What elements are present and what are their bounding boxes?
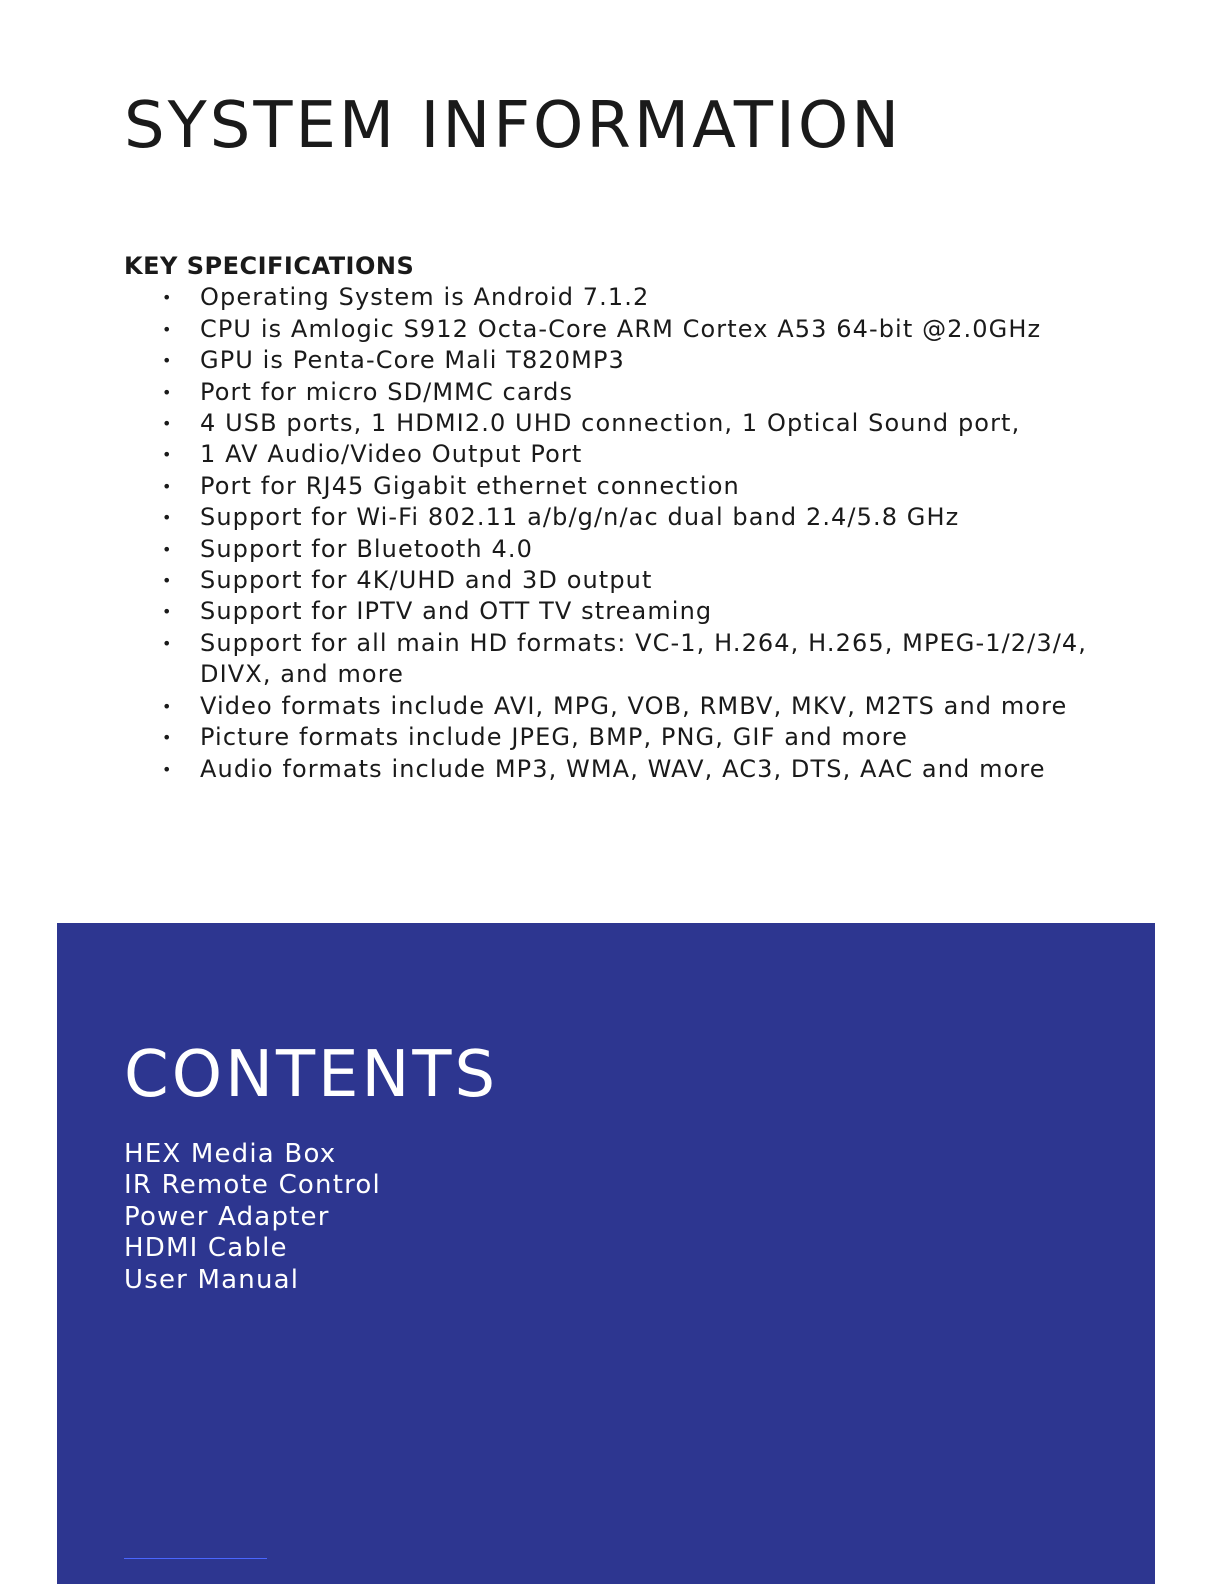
bullet-icon: • bbox=[162, 539, 173, 559]
contents-list bbox=[124, 1139, 381, 1296]
spec-item-ethernet bbox=[124, 471, 1134, 502]
contents-item: Power Adapter bbox=[124, 1201, 330, 1232]
contents-item: HEX Media Box bbox=[124, 1139, 337, 1169]
spec-text: Port for micro SD/MMC cards bbox=[200, 377, 574, 406]
spec-text: Port for RJ45 Gigabit ethernet connection bbox=[200, 471, 740, 500]
spec-text: 1 AV Audio/Video Output Port bbox=[200, 440, 583, 469]
bullet-icon: • bbox=[162, 319, 173, 339]
bullet-icon: • bbox=[162, 508, 173, 528]
spec-item-operating-system bbox=[124, 282, 1134, 313]
spec-item-audio-formats bbox=[124, 754, 1134, 785]
spec-text: Support for Bluetooth 4.0 bbox=[200, 534, 533, 563]
spec-text: Support for all main HD formats: VC-1, H.264, H.265, MPEG-1/2/3/4, DIVX, and more bbox=[200, 628, 1088, 689]
contents-item: User Manual bbox=[124, 1264, 300, 1295]
page-title: SYSTEM INFORMATION bbox=[124, 89, 903, 163]
contents-title: CONTENTS bbox=[124, 1038, 499, 1112]
spec-text: GPU is Penta-Core Mali T820MP3 bbox=[200, 346, 625, 375]
spec-item-gpu bbox=[124, 345, 1134, 376]
spec-text: Operating System is Android 7.1.2 bbox=[200, 283, 650, 312]
spec-item-sd-port bbox=[124, 377, 1134, 408]
spec-text: Picture formats include JPEG, BMP, PNG, GIF and more bbox=[200, 723, 908, 752]
spec-item-video-formats bbox=[124, 691, 1134, 722]
spec-item-wifi bbox=[124, 502, 1134, 533]
spec-text: Video formats include AVI, MPG, VOB, RMBV, MKV, M2TS and more bbox=[200, 691, 1068, 720]
bullet-icon: • bbox=[162, 445, 173, 465]
bullet-icon: • bbox=[162, 476, 173, 496]
spec-text: 4 USB ports, 1 HDMI2.0 UHD connection, 1 Optical Sound port, bbox=[200, 409, 1021, 438]
bullet-icon: • bbox=[162, 414, 173, 434]
bullet-icon: • bbox=[162, 288, 173, 308]
spec-text: Support for Wi-Fi 802.11 a/b/g/n/ac dual band 2.4/5.8 GHz bbox=[200, 503, 960, 532]
bullet-icon: • bbox=[162, 351, 173, 371]
bullet-icon: • bbox=[162, 728, 173, 748]
bullet-icon: • bbox=[162, 759, 173, 779]
specification-list bbox=[124, 282, 1134, 785]
spec-text: Support for 4K/UHD and 3D output bbox=[200, 566, 653, 595]
contents-panel bbox=[57, 923, 1155, 1584]
contents-item: IR Remote Control bbox=[124, 1170, 381, 1201]
spec-item-cpu bbox=[124, 314, 1134, 345]
bullet-icon: • bbox=[162, 696, 173, 716]
spec-item-av-output bbox=[124, 439, 1134, 470]
spec-text: Support for IPTV and OTT TV streaming bbox=[200, 597, 713, 626]
spec-item-picture-formats bbox=[124, 722, 1134, 753]
footer-divider bbox=[124, 1558, 267, 1559]
contents-item: HDMI Cable bbox=[124, 1233, 288, 1264]
spec-text: CPU is Amlogic S912 Octa-Core ARM Cortex A53 64-bit @2.0GHz bbox=[200, 314, 1042, 343]
bullet-icon: • bbox=[162, 602, 173, 622]
bullet-icon: • bbox=[162, 382, 173, 402]
spec-item-hd-formats bbox=[124, 628, 1134, 691]
spec-item-bluetooth bbox=[124, 534, 1134, 565]
spec-item-iptv-ott bbox=[124, 596, 1134, 627]
spec-text: Audio formats include MP3, WMA, WAV, AC3, DTS, AAC and more bbox=[200, 754, 1046, 783]
key-specifications-section bbox=[124, 251, 1134, 785]
spec-item-4k-3d bbox=[124, 565, 1134, 596]
key-specifications-heading: KEY SPECIFICATIONS bbox=[124, 252, 415, 280]
spec-item-usb-hdmi-ports bbox=[124, 408, 1134, 439]
bullet-icon: • bbox=[162, 571, 173, 591]
bullet-icon: • bbox=[162, 633, 173, 653]
